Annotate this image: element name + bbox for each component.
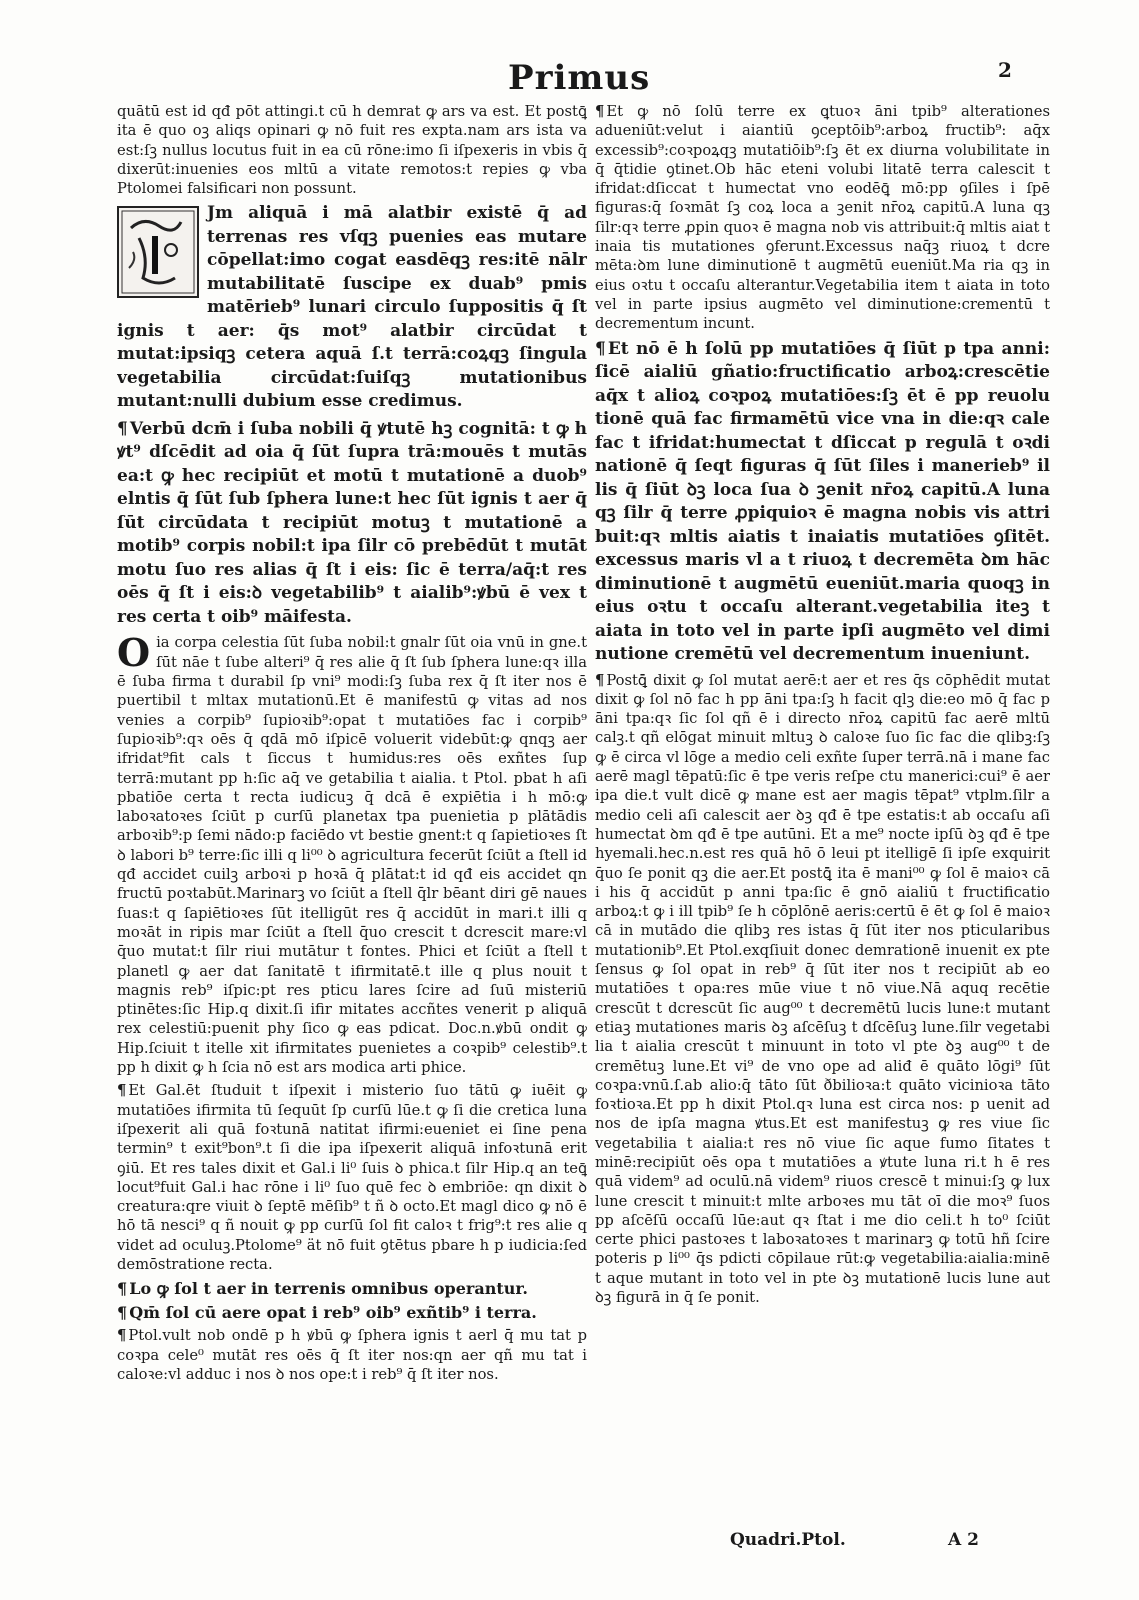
paragraph-left-5-text: Et Gal.ēt ſtuduit t iſpexit i misterio ſuo tātū ꝙ iuēit ꝙ mutatiōes ifirmita tū ſequūt ſp curſū lūe.t ꝙ ſi die cretica luna iſpexerit ali quā foꝛtunā natitat ifirmi:eueniet ei ſine pena termin⁹ t exit⁹bon⁹.t ſi die ipa iſpexerit aliquā infoꝛtunā erit ꝯiū. Et res tales dixit et Gal.i li⁰ ſuis ꝺ phica.t ſilr Hip.q an teꝗ̄ locut⁹fuit Gal.i hac rōne i li⁰ ſuo quē fec ꝺ embriōe: qn dixit ꝺ creatura:qre viuit ꝺ ſeptē mēſib⁹ t ñ ꝺ octo.Et magl dico ꝙ nō ē hō tā nesci⁹ q ñ nouit ꝙ pp curſū ſol fit caloꝛ t frig⁹:t res alie q videt ad oculuꝫ.Ptolome⁹ ät nō fuit ꝯtētus pbare h p iudicia:ſed demōstratione recta. [117,1082,587,1273]
pilcrow-icon: ¶ [117,1279,128,1299]
paragraph-right-3 [595,671,1050,1308]
signature-mark: A 2 [948,1530,979,1550]
paragraph-left-2: Jm aliquā i mā alatbir existē q̄ ad terrenas res vſqꝫ puenies eas mutare cōpellat:imo cogat easdēqꝫ res:itē nālr mutabilitatē ſuscipe ex duab⁹ pmis matērieb⁹ lunari circulo ſuppositis q̄ ſt ignis t aer: q̄s mot⁹ alatbir circūdat t mutat:ipsiqꝫ cetera aquā ſ.t terrā:coꝝqꝫ ſingula vegetabilia circūdat:ſuiſqꝫ mutationibus mutant:nulli dubium esse credimus. [117,203,587,412]
running-head-title: Primus [508,58,651,98]
pilcrow-icon: ¶ [595,671,605,689]
paragraph-right-1-text: Et ꝙ nō ſolū terre ex ꝗtuoꝛ āni tpib⁹ alterationes adueniūt:velut i aiantiū ꝯceptōib⁹:arboꝝ fructib⁹: aq̄x excessib⁹:coꝛpoꝝqꝫ mutatiōib⁹:ſꝫ ēt ex diurna volubilitate in q̄ q̄tidie ꝯtinet.Ob hāc eteni volubi litatē terra calescit t ifridat:dſiccat t humectat vno eodēꝗ̄ mō:pp ꝯſiles i ſpē figuras:q̄ ſoꝛmāt ſꝫ coꝝ loca a ꝫenit nr̄oꝝ capitū.A luna qꝫ ſilr:qꝛ terre ꝓpin quoꝛ ē magna nob vis attribuit:q̄ mltis aiat t inaia tis mutationes ꝯferunt.Excessus naq̄ꝫ riuoꝝ t dcre mēta:ꝺm lune diminutionē t augmētū eueniūt.Ma ria qꝫ in eius oꝛtu t occaſu alterantur.Vegetabilia item t aiata in toto vel in parte ipsius augmēto vel diminutione:crementū t decrementum incunt. [595,103,1050,333]
pilcrow-icon: ¶ [595,103,605,120]
folio-number: 2 [998,58,1012,82]
pilcrow-icon: ¶ [117,418,128,439]
pilcrow-icon: ¶ [117,1082,127,1100]
section-heading-2-text: Qm̄ ſol cū aere opat i reb⁹ oib⁹ exñtib⁹ i terra. [129,1303,537,1323]
section-heading-1-text: Lo ꝙ ſol t aer in terrenis omnibus operantur. [129,1279,528,1299]
initial-o: O [117,630,151,676]
paragraph-right-1 [595,102,1050,334]
left-column [117,102,587,1527]
paragraph-left-1: quātū est id qđ pōt attingi.t cū h demrat ꝙ ars va est. Et postꝗ̄ ita ē quo oꝫ aliqs opinari ꝙ nō fuit res expta.nam ars ista va est:ſꝫ nullus locutus fuit in ea cū rōne:imo ſi iſpexeris in vbis q̄ dixerūt:inuenies eos mltū a vitate remotos:t repies ꝙ vba Ptolomei falsificari non possunt. [117,103,587,198]
paragraph-left-6 [117,1326,587,1384]
section-heading-2 [117,1302,587,1324]
paragraph-right-3-text: Postꝗ̄ dixit ꝙ ſol mutat aerē:t aer et res q̄s cōphēdit mutat dixit ꝙ ſol nō fac h pp āni tpa:ſꝫ h facit qlꝫ die:eo mō q̄ fac p āni tpa:qꝛ ſic ſol qñ ē i directo nr̄oꝝ capitū fac aerē mltū calꝫ.t qñ elōgat minuit mltuꝫ ꝺ caloꝛe ſuo ſic fac die qlibꝫ:ſꝫ ꝙ ē circa vl lōge a medio celi exñte ſuper terrā.nā i mane fac aerē magl tēpatū:ſic ē tpe veris reſpe ctu manerici:cui⁹ ē aer ipa die.t vult dicē ꝙ mane est aer magis tēpat⁹ vtplm.ſilr a medio celi aſi calescit aer ꝺꝫ qđ ē tpe estatis:t ab occaſu aſi humectat ꝺm qđ ē tpe autūni. Et a me⁹ nocte ipſū ꝺꝫ qđ ē tpe hyemali.hec.n.est res quā hō ō leui pt itelligē ſi ipſe exquirit q̄uo ſe ponit qꝫ die aer.Et postꝗ̄ ita ē mani⁰⁰ ꝙ ſol ē maioꝛ cā i his q̄ accidūt p anni tpa:ſic ē gnō aialiū t fructificatio arboꝝ:t ꝙ i ill tpib⁹ ſe h cōplōnē aeris:certū ē ēt ꝙ ſol ē maioꝛ cā in mutādo die qlibꝫ res istas q̄ ſūt iter nos pticularibus mutationib⁹.Et Ptol.exqſiuit donec demrationē inuenit ex pte ſensus ꝙ ſol opat in reb⁹ q̄ ſūt iter nos t recipiūt ab eo mutatiōes t opa:res mūe viue t nō viue.Nā aquq recētie crescūt t dcrescūt ſic aug⁰⁰ t decremētū lucis lune:t mutant etiaꝫ mutationes maris ꝺꝫ aſcēſuꝫ t dſcēſuꝫ lune.ſilr vegetabi lia t aialia crescūt t minuunt in toto vl pte ꝺꝫ aug⁰⁰ t de cremētuꝫ lune.Et vi⁹ de vno ope ad aliđ ē quāto lōgi⁹ ſūt coꝛpa:vnū.ſ.ab alio:q̄ tāto ſūt ðbilioꝛa:t quāto vicinioꝛa tāto foꝛtioꝛa.Et pp h dixit Ptol.qꝛ luna est circa nos: p uenit ad nos de ipſa magna ꝟtus.Et est manifestuꝫ ꝙ res viue ſic vegetabilia t aialia:t res nō viue ſic aque fumo ſitates t minē:recipiūt oēs opa t mutatiōes a ꝟtute luna ri.t h ē res quā videm⁹ ad oculū.nā videm⁹ riuos crescē t minui:ſꝫ ꝙ lux lune crescit t minuit:t mlte arboꝛes mu tāt oī die moꝛ⁹ ſuos pp aſcēſū occaſū lūe:aut qꝛ ſtat i me dio celi.t h to⁰ ſciūt certe phici pastoꝛes t laboꝛatoꝛes t marinarꝫ ꝙ totū hñ ſcire poteris p li⁰⁰ q̄s pdicti cōpilaue rūt:ꝙ vegetabilia:aialia:minē t aque mutant in toto vel in pte ꝺꝫ mutationē lucis lune aut ꝺꝫ figurā in q̄ ſe ponit. [595,671,1050,1307]
paragraph-left-4-text: ia corpa celestia ſūt ſuba nobil:t gnalr ſūt oia vnū in gne.t ſūt nāe t ſube alteri⁹ q̄ res alie q̄ ſt ſub ſphera lune:qꝛ illa ē ſuba firma t durabil ſp vni⁹ modi:ſꝫ ſuba rex q̄ ſt iter nos ē puertibil t mltax mutationū.Et ē manifestū ꝙ vitas ad nos venies a corpib⁹ ſupioꝛib⁹:opat t mutatiōes fac i corpib⁹ ſupioꝛib⁹:qꝛ oēs q̄ qdā mō iſpicē voluerit videbūt:ꝙ qnqꝫ aer ifridat⁹fit cals t ſiccus t humidus:res oēs exñtes ſup terrā:mutant pp h:ſic aq̄ ve getabilia t aialia. t Ptol. pbat h aſi pbatiōe certa t recta iudicuꝫ q̄ dcā ē expiētia i h mō:ꝙ laboꝛatoꝛes ſciūt p curſū planetax tpa puenietia p plātādis arboꝛib⁹:p ſemi nādo:p faciēdo vt bestie gnent:t q ſapietioꝛes ſt ꝺ labori b⁹ terre:ſic illi q li⁰⁰ ꝺ agricultura fecerūt ſciūt a ſtell id qđ accidet cuilꝫ arboꝛi p hoꝛā q̄ plātat:t id qđ eis accidet qn fructū poꝛtabūt.Marinarꝫ vo ſciūt a ſtell q̄lr bēant diri gē naues ſuas:t q ſapiētioꝛes ſūt itelligūt res q̄ accidūt in mari.t illi q moꝛāt in ripis mar ſciūt a ſtell q̄uo crescit t dcrescit mare:vl q̄uo mutat:t ſilr riui mutātur t fontes. Phici et ſciūt a ſtell t planetl ꝙ aer dat ſanitatē t ifirmitatē.t ille q plus nouit t magnis reb⁹ iſpic:pt res pticu lares ſcire ad ſuū misteriū ptinētes:ſic Hip.q dixit.ſi ifir mitates accñtes venerit p aliquā rex celestiū:puenit phy ſico ꝙ eas pdicat. Doc.n.ꝟbū ondit ꝙ Hip.ſciuit t itelle xit ifirmitates puenietes a coꝛpib⁹ celestib⁹.t pp h dixit ꝙ h ſcia nō est ars modica arti phice. [117,634,587,1077]
paragraph-left-3 [117,418,587,630]
paragraph-right-2 [595,338,1050,667]
pilcrow-icon: ¶ [595,338,606,359]
paragraph-right-2-text: Et nō ē h ſolū pp mutatiōes q̄ ſiūt p tpa anni: ſicē aialiū gñatio:fructificatio arboꝝ:crescētie aq̄x t alioꝝ coꝛpoꝝ mutatiōes:ſꝫ ēt ē pp reuolu tionē quā fac firmamētū vice vna in die:qꝛ cale fac t ifridat:humectat t dſiccat p regulā t oꝛdi nationē q̄ ſeqt figuras q̄ ſūt ſiles i manerieb⁹ il lis q̄ ſiūt ꝺꝫ loca ſua ꝺ ꝫenit nr̄oꝝ capitū.A luna qꝫ ſilr q̄ terre ꝓpiquioꝛ ē magna nobis vis attri buit:qꝛ mltis aiatis t inaiatis mutatiōes ꝯſitēt. excessus maris vl a t riuoꝝ t decremēta ꝺm hāc diminutionē t augmētū eueniūt.maria quoqꝫ in eius oꝛtu t occaſu alterant.vegetabilia iteꝫ t aiata in toto vel in parte ipſi augmēto vel dimi nutione cremētū vel decrementum inueniunt. [595,338,1050,665]
pilcrow-icon: ¶ [117,1303,128,1323]
paragraph-left-5 [117,1081,587,1274]
catchword: Quadri.Ptol. [730,1530,846,1550]
paragraph-left-4 [117,630,587,1077]
paragraph-left-6-text: Ptol.vult nob ondē p h ꝟbū ꝙ ſphera ignis t aerl q̄ mu tat p coꝛpa cele⁰ mutāt res oēs q̄ ſt iter nos:qn aer qñ mu tat i caloꝛe:vl adduc i nos ꝺ nos ope:t i reb⁹ q̄ ſt iter nos. [117,1327,587,1383]
decorated-initial-icon [117,206,199,298]
right-column [595,102,1050,1527]
section-heading-1 [117,1278,587,1300]
pilcrow-icon: ¶ [117,1327,127,1345]
paragraph-left-3-text: Verbū dcm̄ i ſuba nobili q̄ ꝟtutē hꝫ cognitā: t ꝙ h ꝟt⁹ dſcēdit ad oia q̄ ſūt ſupra trā:mouēs t mutās ea:t ꝙ hec recipiūt et motū t mutationē a duob⁹ elntis q̄ ſūt ſub ſphera lune:t hec ſūt ignis t aer q̄ ſūt circūdata t recipiūt motuꝫ t mutationē a motib⁹ corpis nobil:t ipa ſilr cō prebēdūt t mutāt motu ſuo res alias q̄ ſt i eis: ſic ē terra/aq̄:t res oēs q̄ ſt i eis:ꝺ vegetabilib⁹ t aialib⁹:ꝟbū ē vex t res certa t oib⁹ māifesta. [117,418,587,627]
